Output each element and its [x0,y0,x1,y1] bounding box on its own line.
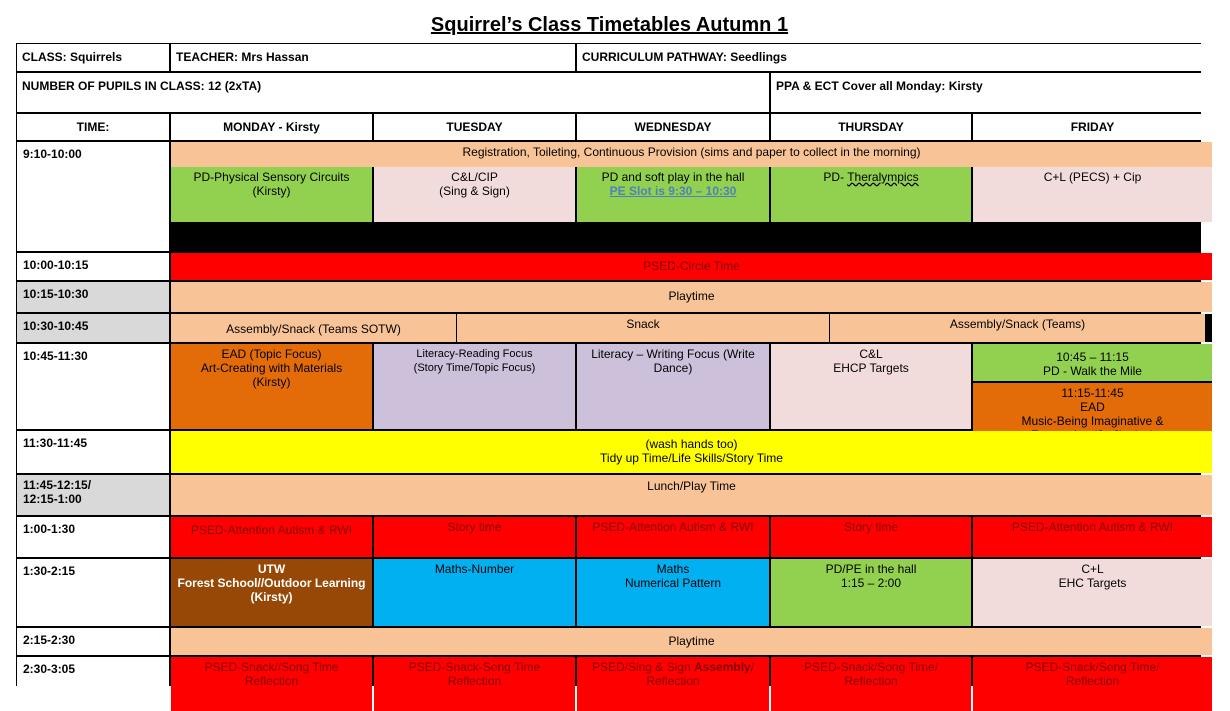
monday-snack-reflection: PSED-Snack//Song Time Reflection [171,657,372,711]
monday-morning-activity: PD-Physical Sensory Circuits (Kirsty) [171,167,372,222]
thursday-cl-activity: C&L EHCP Targets [771,344,971,429]
pupil-count-cell: NUMBER OF PUPILS IN CLASS: 12 (2xTA) [17,73,769,112]
afternoon-playtime: Playtime [171,628,1212,655]
time-slot: 1:00-1:30 [17,517,169,557]
header-monday: MONDAY - Kirsty [171,114,372,140]
time-slot: 10:15-10:30 [17,282,169,312]
playtime-activity: Playtime [171,282,1212,312]
tuesday-morning-activity: C&L/CIP (Sing & Sign) [374,167,575,222]
registration-activity: Registration, Toileting, Continuous Provision (sims and paper to collect in the morning) [171,142,1212,167]
tuesday-snack-reflection: PSED-Snack-Song Time Reflection [374,657,575,711]
circle-time-activity: PSED-Circle Time [171,253,1212,280]
wednesday-literacy-activity: Literacy – Writing Focus (Write Dance) [577,344,769,429]
wednesday-attention-autism: PSED-Attention Autism & RWI [577,517,769,557]
header-tuesday: TUESDAY [374,114,575,140]
friday-attention-autism: PSED-Attention Autism & RWI [973,517,1212,557]
time-slot: 10:30-10:45 [17,314,169,342]
pe-slot-link[interactable]: PE Slot is 9:30 – 10:30 [609,184,737,198]
header-wednesday: WEDNESDAY [577,114,769,140]
wednesday-morning-activity: PD and soft play in the hall PE Slot is 9:30 – 10:30 [577,167,769,222]
tuesday-story-time: Story time [374,517,575,557]
ppa-cover-cell: PPA & ECT Cover all Monday: Kirsty [771,73,1212,112]
tuesday-literacy-activity: Literacy-Reading Focus (Story Time/Topic Focus) [374,344,575,429]
time-slot: 11:30-11:45 [17,431,169,473]
morning-activity-row [171,167,1212,222]
thursday-morning-activity: PD- Theralympics [771,167,971,222]
time-slot: 11:45-12:15/ 12:15-1:00 [17,475,169,515]
friday-music-activity: 11:15-11:45 EAD Music-Being Imaginative & [973,383,1212,445]
time-slot: 10:00-10:15 [17,253,169,280]
thursday-story-time: Story time [771,517,971,557]
time-slot: 1:30-2:15 [17,559,169,626]
monday-attention-autism: PSED-Attention Autism & RWI [171,517,372,557]
header-time: TIME: [17,114,169,140]
friday-snack-reflection: PSED-Snack/Song Time/ Reflection [973,657,1212,711]
tidy-up-activity: (wash hands too) Tidy up Time/Life Skills/Story Time [171,431,1212,473]
class-name-cell: CLASS: Squirrels [17,44,169,71]
timetable-grid [16,43,1201,686]
page-title: Squirrel’s Class Timetables Autumn 1 [430,14,789,36]
friday-walk-the-mile: 10:45 – 11:15 PD - Walk the Mile [973,344,1212,381]
header-thursday: THURSDAY [771,114,971,140]
time-slot: 10:45-11:30 [17,344,169,429]
monday-forest-school: UTW Forest School//Outdoor Learning (Kirsty) [171,559,372,626]
header-friday: FRIDAY [973,114,1212,140]
thursday-pe: PD/PE in the hall 1:15 – 2:00 [771,559,971,626]
thursday-snack-reflection: PSED-Snack/Song Time/ Reflection [771,657,971,711]
friday-morning-activity: C+L (PECS) + Cip [973,167,1212,222]
tuesday-maths: Maths-Number [374,559,575,626]
snack-middle: Snack [457,314,829,342]
friday-split-activity [973,344,1212,429]
snack-row [171,314,1212,342]
monday-topic-activity: EAD (Topic Focus) Art-Creating with Materials (Kirsty) [171,344,372,429]
curriculum-pathway-cell: CURRICULUM PATHWAY: Seedlings [577,44,1212,71]
teacher-cell: TEACHER: Mrs Hassan [171,44,575,71]
time-slot: 9:10-10:00 [17,142,169,251]
wednesday-maths: Maths Numerical Pattern [577,559,769,626]
assembly-snack-left: Assembly/Snack (Teams SOTW) [171,314,456,342]
wednesday-assembly-reflection: PSED/Sing & Sign Assembly/ Reflection [577,657,769,711]
time-slot: 2:15-2:30 [17,628,169,655]
friday-cl-targets: C+L EHC Targets [973,559,1212,626]
lunch-activity: Lunch/Play Time [171,475,1212,515]
time-slot: 2:30-3:05 [17,657,169,711]
assembly-snack-right: Assembly/Snack (Teams) [830,314,1205,342]
